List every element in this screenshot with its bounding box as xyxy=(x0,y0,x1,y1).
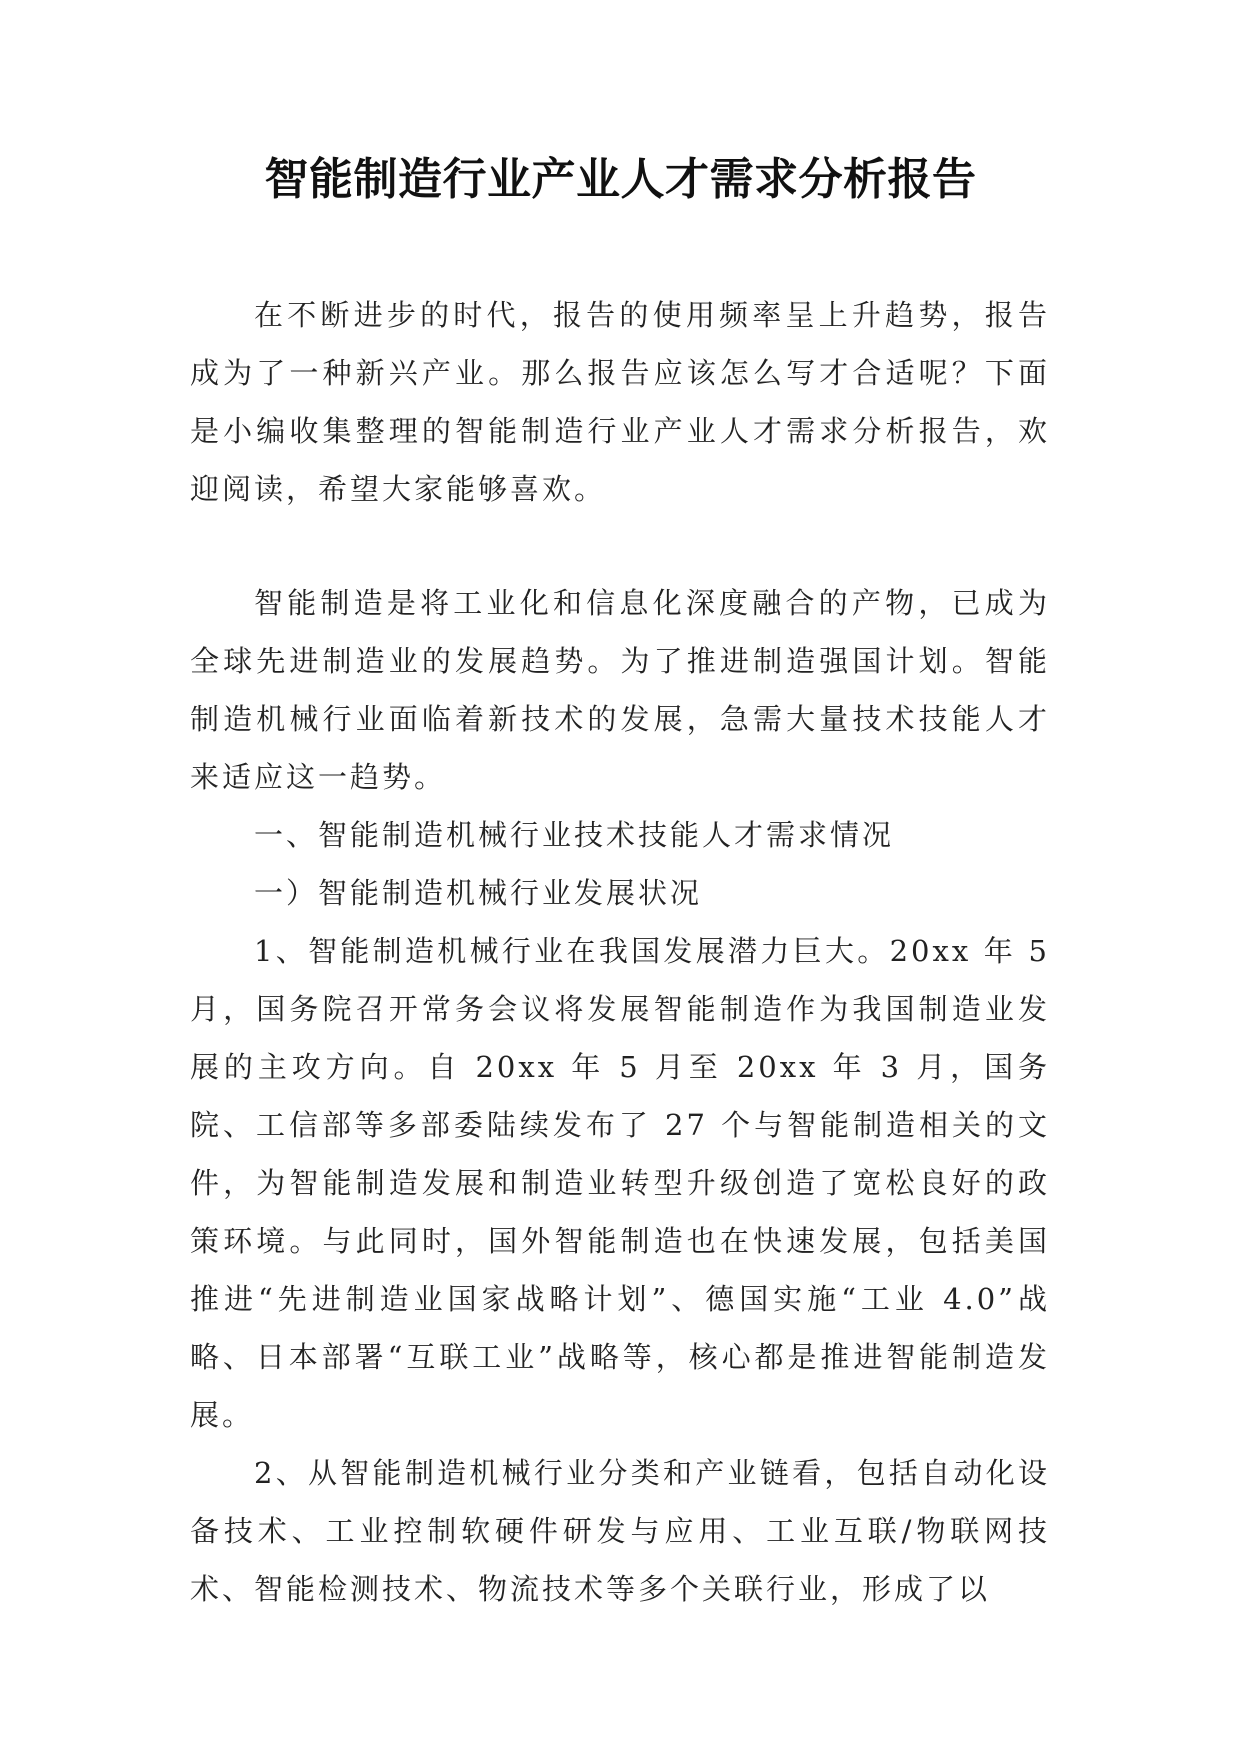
body-paragraph: 1、智能制造机械行业在我国发展潜力巨大。20xx 年 5 月，国务院召开常务会议将发展智能制造作为我国制造业发展的主攻方向。自 20xx 年 5 月至 20xx 年 3 月，国务院、工信部等多部委陆续发布了 27 个与智能制造相关的文件，为智能制造发展和制造业转型升级创造了宽松良好的政策环境。与此同时，国外智能制造也在快速发展，包括美国推进“先进制造业国家战略计划”、德国实施“工业 4.0”战略、日本部署“互联工业”战略等，核心都是推进智能制造发展。 xyxy=(190,934,1050,1432)
subsection-heading: 一）智能制造机械行业发展状况 xyxy=(254,876,703,910)
body-paragraph: 2、从智能制造机械行业分类和产业链看，包括自动化设备技术、工业控制软硬件研发与应用、工业互联/物联网技术、智能检测技术、物流技术等多个关联行业，形成了以 xyxy=(190,1456,1050,1606)
intro-paragraph: 在不断进步的时代，报告的使用频率呈上升趋势，报告成为了一种新兴产业。那么报告应该怎么写才合适呢？下面是小编收集整理的智能制造行业产业人才需求分析报告，欢迎阅读，希望大家能够喜欢。 xyxy=(190,298,1050,506)
document-title: 智能制造行业产业人才需求分析报告 xyxy=(264,154,977,205)
main-section xyxy=(190,574,1050,1618)
section-heading: 一、智能制造机械行业技术技能人才需求情况 xyxy=(254,818,895,852)
body-paragraph: 智能制造是将工业化和信息化深度融合的产物，已成为全球先进制造业的发展趋势。为了推进制造强国计划。智能制造机械行业面临着新技术的发展，急需大量技术技能人才来适应这一趋势。 xyxy=(190,586,1050,794)
intro-section xyxy=(190,286,1050,518)
